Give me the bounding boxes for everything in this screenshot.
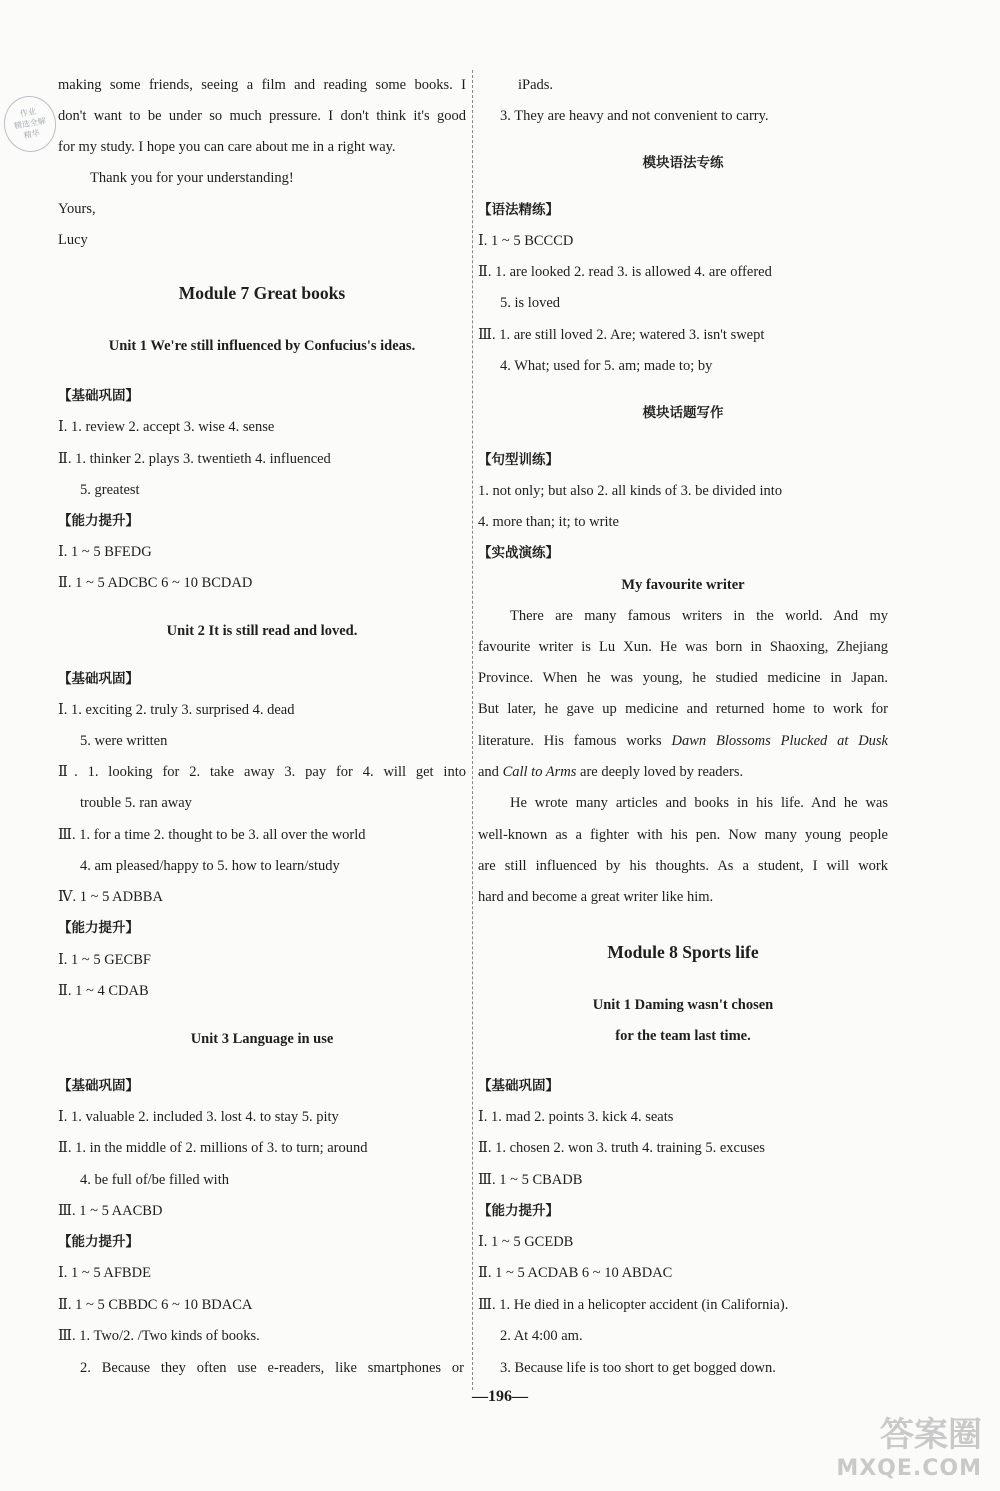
book-title: Dawn Blossoms Plucked at Dusk <box>671 733 888 749</box>
answer-line: 2. Because they often use e-readers, like smartphones or <box>80 1360 464 1376</box>
answer-line: 4. What; used for 5. am; made to; by <box>500 358 713 374</box>
section-label: 【基础巩固】 <box>478 1078 559 1094</box>
essay-line: are still influenced by his thoughts. As a student, I will work <box>478 858 888 874</box>
answer-line: 5. is loved <box>500 295 561 311</box>
answer-line: Ⅰ. 1. valuable 2. included 3. lost 4. to stay 5. pity <box>58 1109 339 1125</box>
letter-line: making some friends, seeing a film and reading some books. I <box>58 77 466 93</box>
answer-line: 2. At 4:00 am. <box>500 1328 583 1344</box>
section-label: 【基础巩固】 <box>58 1078 139 1094</box>
answer-line: 4. more than; it; to write <box>478 514 619 530</box>
answer-line: trouble 5. ran away <box>80 795 192 811</box>
book-title: Call to Arms <box>502 764 577 780</box>
unit-2-heading: Unit 2 It is still read and loved. <box>166 623 358 639</box>
answer-line: Ⅰ. 1. review 2. accept 3. wise 4. sense <box>58 419 275 435</box>
answer-line: Ⅱ. 1 ~ 5 ADCBC 6 ~ 10 BCDAD <box>58 575 253 591</box>
unit-1-heading-line1: Unit 1 Daming wasn't chosen <box>592 997 774 1013</box>
essay-line: favourite writer is Lu Xun. He was born in Shaoxing, Zhejiang <box>478 639 888 655</box>
answer-line: 5. were written <box>80 733 168 749</box>
answer-line: Ⅲ. 1. for a time 2. thought to be 3. all over the world <box>58 827 366 843</box>
essay-title: My favourite writer <box>621 577 745 593</box>
essay-line: There are many famous writers in the world. And my <box>510 608 888 624</box>
answer-line: Ⅱ. 1 ~ 5 ACDAB 6 ~ 10 ABDAC <box>478 1265 673 1281</box>
section-label: 【能力提升】 <box>58 920 139 936</box>
section-label: 【能力提升】 <box>58 1234 139 1250</box>
essay-text: and <box>478 764 499 780</box>
essay-line: He wrote many articles and books in his life. And he was <box>510 795 888 811</box>
answer-line: Ⅱ. 1. in the middle of 2. millions of 3. to turn; around <box>58 1140 368 1156</box>
letter-signature: Lucy <box>58 232 88 248</box>
answer-line: Ⅱ. 1. thinker 2. plays 3. twentieth 4. influenced <box>58 451 331 467</box>
essay-line <box>478 762 743 782</box>
watermark-url: MXQE.COM <box>836 1456 982 1481</box>
answer-line: 5. greatest <box>80 482 140 498</box>
section-label: 【语法精练】 <box>478 202 559 218</box>
essay-line: well-known as a fighter with his pen. Now many young people <box>478 827 888 843</box>
column-divider <box>472 70 473 1390</box>
school-stamp-logo: 作业 精选全解 精华 <box>0 92 60 156</box>
watermark <box>836 1407 982 1481</box>
answer-line: Ⅱ. 1. chosen 2. won 3. truth 4. training 5. excuses <box>478 1140 765 1156</box>
letter-line: Thank you for your understanding! <box>90 170 294 186</box>
answer-line: Ⅲ. 1 ~ 5 AACBD <box>58 1203 163 1219</box>
answer-line: Ⅲ. 1. He died in a helicopter accident (in California). <box>478 1297 789 1313</box>
answer-line: Ⅲ. 1 ~ 5 CBADB <box>478 1172 583 1188</box>
answer-line: Ⅰ. 1. mad 2. points 3. kick 4. seats <box>478 1109 674 1125</box>
letter-closing: Yours, <box>58 201 96 217</box>
section-label: 【基础巩固】 <box>58 388 139 404</box>
page-number: —196— <box>472 1388 528 1405</box>
answer-line: Ⅱ. 1 ~ 4 CDAB <box>58 983 149 999</box>
answer-line: 1. not only; but also 2. all kinds of 3. be divided into <box>478 483 783 499</box>
answer-line: 3. They are heavy and not convenient to carry. <box>500 108 769 124</box>
essay-line: But later, he gave up medicine and returned home to work for <box>478 701 888 717</box>
answer-line: Ⅰ. 1 ~ 5 AFBDE <box>58 1265 151 1281</box>
answer-line: 3. Because life is too short to get bogged down. <box>500 1360 776 1376</box>
watermark-logo-text: 答案圈 <box>880 1415 982 1455</box>
essay-text: are deeply loved by readers. <box>580 764 744 780</box>
essay-line: Province. When he was young, he studied medicine in Japan. <box>478 670 888 686</box>
section-label: 【基础巩固】 <box>58 671 139 687</box>
section-label: 【能力提升】 <box>478 1203 559 1219</box>
unit-3-heading: Unit 3 Language in use <box>190 1031 334 1047</box>
answer-line: Ⅰ. 1 ~ 5 BCCCD <box>478 233 574 249</box>
letter-line: don't want to be under so much pressure. I don't think it's good <box>58 108 466 124</box>
grammar-practice-heading: 模块语法专练 <box>642 155 724 171</box>
answer-line: iPads. <box>518 77 554 93</box>
writing-heading: 模块话题写作 <box>642 405 724 421</box>
answer-line: Ⅳ. 1 ~ 5 ADBBA <box>58 889 163 905</box>
answer-line: Ⅱ. 1. are looked 2. read 3. is allowed 4. are offered <box>478 264 772 280</box>
answer-line: Ⅰ. 1. exciting 2. truly 3. surprised 4. dead <box>58 702 295 718</box>
letter-line: for my study. I hope you can care about me in a right way. <box>58 139 396 155</box>
section-label: 【能力提升】 <box>58 513 139 529</box>
answer-line: Ⅱ. 1. looking for 2. take away 3. pay for 4. will get into <box>58 764 466 780</box>
answer-line: Ⅰ. 1 ~ 5 BFEDG <box>58 544 152 560</box>
module-8-heading: Module 8 Sports life <box>607 942 759 962</box>
essay-text: literature. His famous works <box>478 733 662 749</box>
answer-line: 4. am pleased/happy to 5. how to learn/study <box>80 858 340 874</box>
answer-line: Ⅲ. 1. Two/2. /Two kinds of books. <box>58 1328 260 1344</box>
module-7-heading: Module 7 Great books <box>178 283 346 303</box>
unit-1-heading: Unit 1 We're still influenced by Confucius's ideas. <box>108 338 416 354</box>
essay-line: hard and become a great writer like him. <box>478 889 714 905</box>
answer-line: Ⅰ. 1 ~ 5 GCEDB <box>478 1234 574 1250</box>
answer-line: Ⅰ. 1 ~ 5 GECBF <box>58 952 151 968</box>
section-label: 【实战演练】 <box>478 545 559 561</box>
answer-line: Ⅲ. 1. are still loved 2. Are; watered 3. isn't swept <box>478 327 765 343</box>
section-label: 【句型训练】 <box>478 452 559 468</box>
unit-1-heading-line2: for the team last time. <box>615 1028 751 1044</box>
answer-line: Ⅱ. 1 ~ 5 CBBDC 6 ~ 10 BDACA <box>58 1297 253 1313</box>
essay-line <box>478 731 888 751</box>
answer-line: 4. be full of/be filled with <box>80 1172 229 1188</box>
